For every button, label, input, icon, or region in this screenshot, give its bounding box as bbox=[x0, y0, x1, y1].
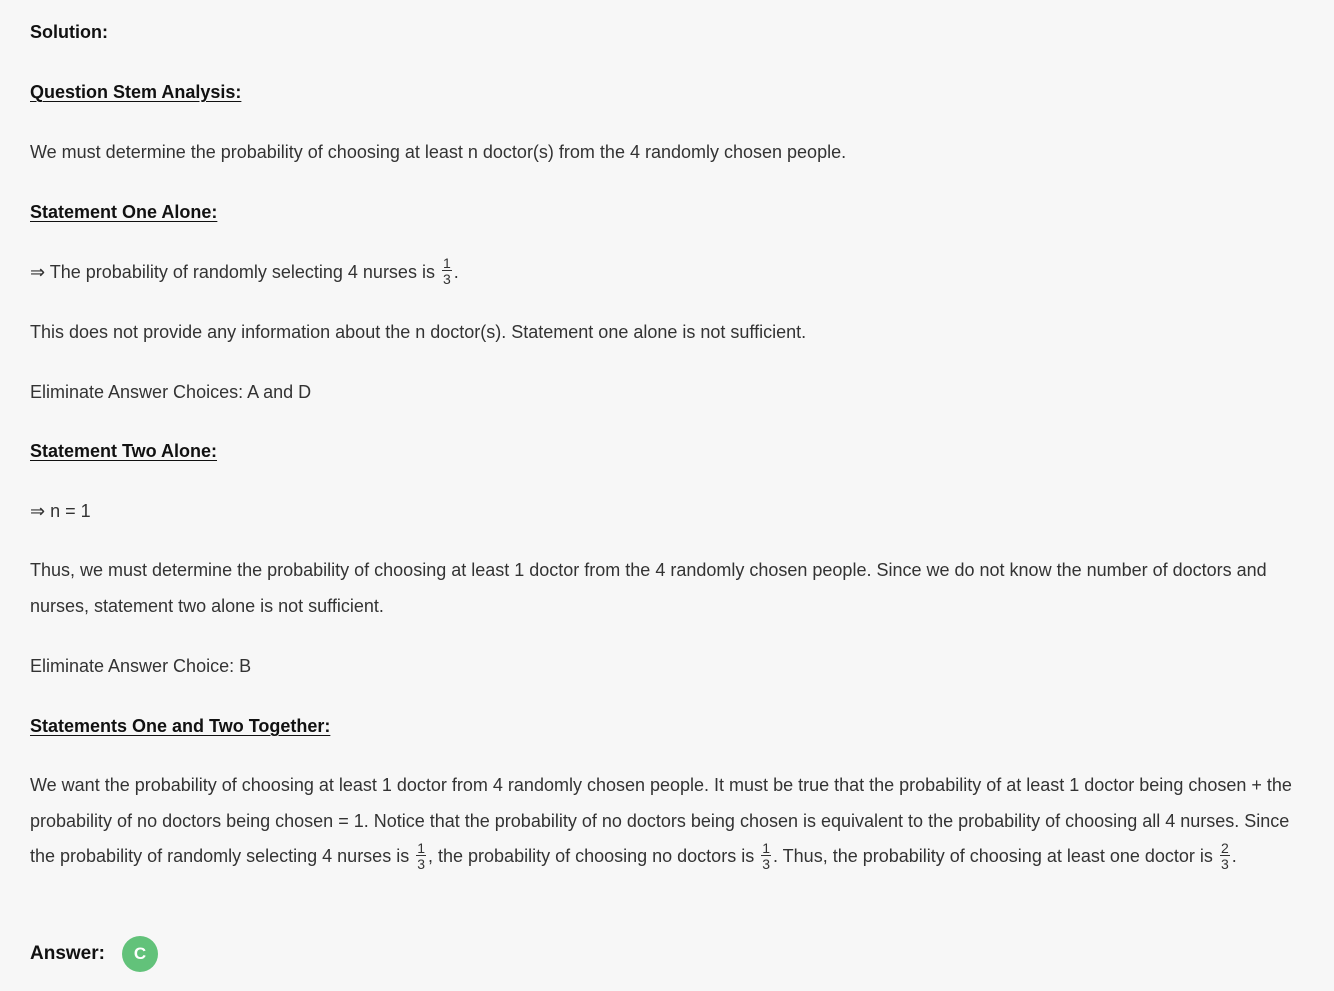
fraction-one-third: $\frac{1}{3}$ bbox=[762, 839, 770, 872]
together-text: We want the probability of choosing at least 1 doctor from 4 randomly chosen people. It must be true that the probability of at least 1 doctor being chosen + the probability of no doctors being chosen = 1. Notice that the probability of no doctors being chosen is equivalent to the probability of choosing all 4 nurses. Since the probability of randomly selecting 4 nurses is $\frac{1}{3}$ , the probability of choosing no doctors is $\frac{1}{3}$ . Thus, the probability of choosing at least one doctor is $\frac{2}{3}$ . bbox=[30, 775, 1292, 872]
fraction-one-third: $\frac{1}{3}$ bbox=[442, 255, 451, 288]
stem-heading: Question Stem Analysis: bbox=[30, 82, 242, 102]
answer-badge: C bbox=[122, 936, 158, 972]
statement-two-eliminate: Eliminate Answer Choice: B bbox=[30, 656, 252, 676]
statement-one-eliminate: Eliminate Answer Choices: A and D bbox=[30, 382, 312, 402]
statement-two-line: ⇒ n = 1 bbox=[30, 501, 91, 521]
together-heading: Statements One and Two Together: bbox=[30, 716, 331, 736]
fraction-one-third: $\frac{1}{3}$ bbox=[417, 839, 425, 872]
statement-one-heading: Statement One Alone: bbox=[30, 202, 218, 222]
fraction-two-thirds: $\frac{2}{3}$ bbox=[1220, 839, 1229, 872]
stem-text: We must determine the probability of choosing at least n doctor(s) from the 4 randomly chosen people. bbox=[30, 142, 847, 162]
answer-label: Answer: bbox=[30, 943, 105, 964]
statement-two-heading: Statement Two Alone: bbox=[30, 441, 218, 461]
statement-one-text: This does not provide any information about the n doctor(s). Statement one alone is not sufficient. bbox=[30, 322, 807, 342]
answer-row bbox=[30, 936, 158, 972]
statement-one-line: ⇒ The probability of randomly selecting 4 nurses is $\frac{1}{3}$ . bbox=[30, 255, 459, 288]
statement-two-text: Thus, we must determine the probability of choosing at least 1 doctor from the 4 randomly chosen people. Since we do not know the number of doctors and nurses, statement two alone is not sufficient. bbox=[30, 560, 1267, 616]
statement-one-line-text: ⇒ The probability of randomly selecting 4 nurses is bbox=[30, 262, 440, 282]
solution-label: Solution: bbox=[30, 22, 108, 42]
